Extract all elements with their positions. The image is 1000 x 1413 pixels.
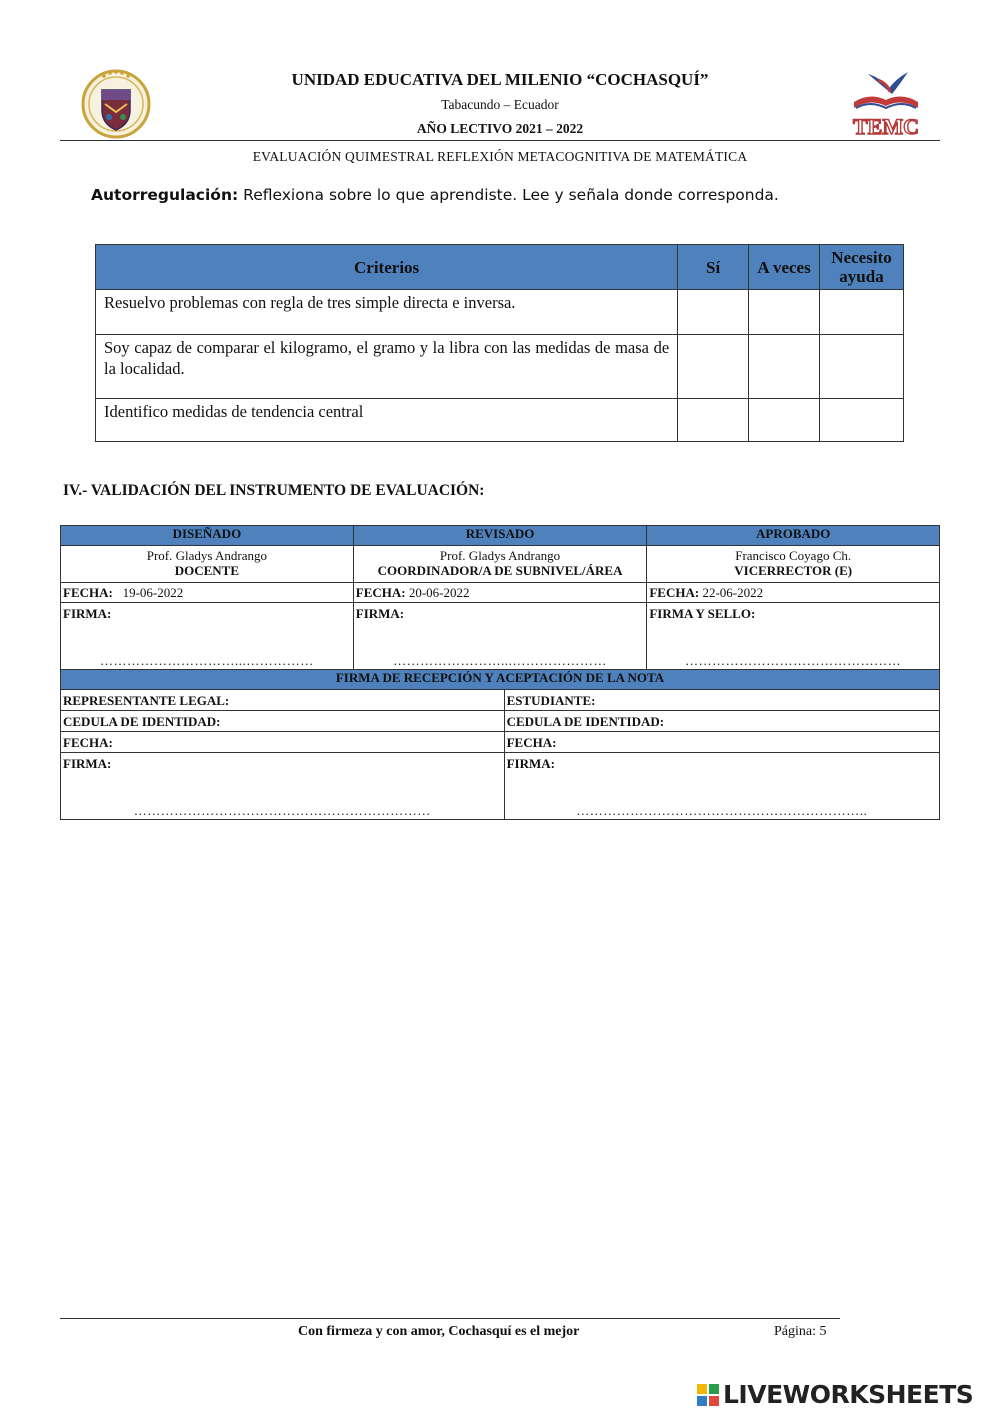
reviewer-name: Prof. Gladys Andrango — [439, 548, 561, 563]
designer-date-cell — [61, 583, 354, 603]
student-date-cell[interactable] — [504, 732, 939, 753]
reviewer-signature-cell[interactable] — [353, 603, 647, 670]
representative-date-cell[interactable] — [61, 732, 505, 753]
a-veces-cell[interactable] — [749, 290, 820, 335]
firma-label: FIRMA: — [355, 606, 405, 621]
school-year: AÑO LECTIVO 2021 – 2022 — [416, 121, 584, 136]
cedula-label: CEDULA DE IDENTIDAD: — [506, 713, 665, 729]
page-number: Página: 5 — [774, 1324, 827, 1339]
necesito-ayuda-header: Necesito ayuda — [820, 245, 904, 290]
signature-row — [61, 603, 940, 670]
reviewer-role: COORDINADOR/A DE SUBNIVEL/ÁREA — [377, 563, 623, 578]
approver-name: Francisco Coyago Ch. — [735, 548, 852, 563]
si-cell[interactable] — [678, 290, 749, 335]
fecha-label: FECHA: — [63, 585, 113, 600]
cedula-label: CEDULA DE IDENTIDAD: — [63, 713, 221, 729]
reception-header-row — [61, 670, 940, 690]
si-cell[interactable] — [678, 335, 749, 399]
necesito-ayuda-cell[interactable] — [820, 290, 904, 335]
a-veces-cell[interactable] — [749, 335, 820, 399]
aprobado-header: APROBADO — [647, 526, 940, 546]
signature-line: …………………………...…………… — [100, 653, 314, 668]
reception-row — [61, 732, 940, 753]
dates-row — [61, 583, 940, 603]
necesito-ayuda-cell[interactable] — [820, 335, 904, 399]
legal-representative-cell[interactable] — [61, 690, 505, 711]
fecha-label: FECHA: — [506, 734, 557, 750]
instruction-label: Autorregulación: — [91, 186, 239, 204]
legal-representative-label: REPRESENTANTE LEGAL: — [63, 692, 230, 708]
instruction-text: Reflexiona sobre lo que aprendiste. Lee y señala donde corresponda. — [238, 186, 779, 204]
approver-cell — [647, 546, 940, 583]
si-cell[interactable] — [678, 399, 749, 442]
signature-line: ………………………………………………………… — [133, 803, 431, 818]
header-divider — [60, 140, 940, 141]
liveworksheets-text: LIVEWORKSHEETS — [723, 1380, 974, 1409]
criteria-row — [96, 290, 904, 335]
criteria-header-row — [96, 245, 904, 290]
signature-line: ……………………………………………………….. — [576, 803, 868, 818]
liveworksheets-icon — [697, 1384, 719, 1406]
criterion-text: Soy capaz de comparar el kilogramo, el gramo y la libra con las medidas de masa de la localidad. — [96, 335, 678, 399]
evaluation-title: EVALUACIÓN QUIMESTRAL REFLEXIÓN METACOGNITIVA DE MATEMÁTICA — [252, 149, 748, 164]
criteria-table — [95, 244, 904, 442]
student-id-cell[interactable] — [504, 711, 939, 732]
designer-name: Prof. Gladys Andrango — [146, 548, 267, 563]
criterion-text: Resuelvo problemas con regla de tres simple directa e inversa. — [96, 290, 678, 335]
reviewer-cell — [353, 546, 647, 583]
necesito-ayuda-cell[interactable] — [820, 399, 904, 442]
approver-date-cell — [647, 583, 940, 603]
reception-signature-row — [61, 753, 940, 820]
approver-signature-cell[interactable] — [647, 603, 940, 670]
fecha-label: FECHA: — [355, 585, 406, 600]
footer-motto: Con firmeza y con amor, Cochasquí es el mejor — [298, 1324, 580, 1339]
section-title: IV.- VALIDACIÓN DEL INSTRUMENTO DE EVALUACIÓN: — [63, 482, 485, 499]
names-row — [61, 546, 940, 583]
fecha-label: FECHA: — [63, 734, 113, 750]
reception-header: FIRMA DE RECEPCIÓN Y ACEPTACIÓN DE LA NOTA — [61, 670, 940, 690]
reviewer-date-cell — [353, 583, 647, 603]
signature-line: ……………………...………………… — [393, 653, 607, 668]
designer-date: 19-06-2022 — [122, 585, 184, 600]
validation-header-row — [61, 526, 940, 546]
criterion-text: Identifico medidas de tendencia central — [96, 399, 678, 442]
reception-row — [61, 711, 940, 732]
revisado-header: REVISADO — [353, 526, 647, 546]
designer-signature-cell[interactable] — [61, 603, 354, 670]
firma-sello-label: FIRMA Y SELLO: — [649, 606, 756, 621]
disenado-header: DISEÑADO — [61, 526, 354, 546]
school-name: UNIDAD EDUCATIVA DEL MILENIO “COCHASQUÍ” — [291, 70, 709, 89]
reviewer-date: 20-06-2022 — [408, 585, 470, 600]
liveworksheets-watermark — [697, 1380, 973, 1409]
designer-role: DOCENTE — [174, 563, 240, 578]
signature-line: ………………………………………… — [685, 653, 902, 668]
student-label: ESTUDIANTE: — [506, 692, 596, 708]
representative-id-cell[interactable] — [61, 711, 505, 732]
criteria-row — [96, 335, 904, 399]
firma-label: FIRMA: — [506, 756, 555, 771]
designer-cell — [61, 546, 354, 583]
criteria-row — [96, 399, 904, 442]
reception-row — [61, 690, 940, 711]
representative-signature-cell[interactable] — [61, 753, 505, 820]
firma-label: FIRMA: — [63, 756, 112, 771]
approver-date: 22-06-2022 — [702, 585, 764, 600]
firma-label: FIRMA: — [63, 606, 112, 621]
student-cell[interactable] — [504, 690, 939, 711]
si-header: Sí — [678, 245, 749, 290]
footer-divider — [60, 1318, 840, 1319]
criteria-header: Criterios — [96, 245, 678, 290]
fecha-label: FECHA: — [649, 585, 700, 600]
instruction — [91, 186, 779, 204]
student-signature-cell[interactable] — [504, 753, 939, 820]
a-veces-header: A veces — [749, 245, 820, 290]
approver-role: VICERRECTOR (E) — [734, 563, 853, 578]
school-location: Tabacundo – Ecuador — [441, 97, 559, 112]
validation-table — [60, 525, 940, 820]
temc-logo-text: TEMC — [853, 114, 919, 139]
a-veces-cell[interactable] — [749, 399, 820, 442]
